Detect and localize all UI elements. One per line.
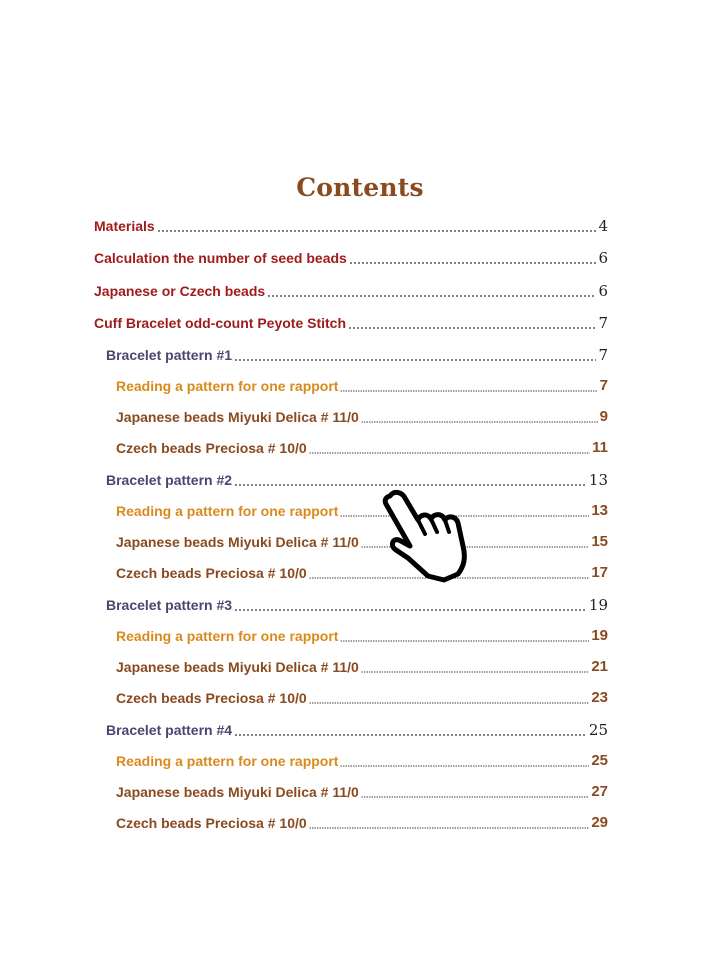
dot-leader [340, 390, 597, 392]
toc-label: Reading a pattern for one rapport [116, 378, 339, 394]
dot-leader [361, 671, 590, 673]
toc-page-number: 25 [591, 752, 608, 769]
dot-leader [234, 609, 587, 611]
toc-entry-bracelet-pattern-1[interactable] [106, 340, 608, 364]
toc-label: Materials [94, 218, 155, 234]
toc-entry-czech-beads-1[interactable] [116, 433, 608, 457]
toc-entry-calculation[interactable] [94, 243, 608, 267]
toc-entry-japanese-or-czech[interactable] [94, 276, 608, 300]
toc-label: Calculation the number of seed beads [94, 250, 347, 266]
toc-entry-japanese-beads-3[interactable] [116, 652, 608, 676]
toc-entry-bracelet-pattern-2[interactable] [106, 465, 608, 489]
dot-leader [349, 262, 597, 264]
toc-label: Czech beads Preciosa # 10/0 [116, 815, 307, 831]
pointing-hand-icon [378, 488, 470, 584]
toc-page-number: 7 [598, 346, 608, 364]
toc-label: Bracelet pattern #3 [106, 597, 233, 613]
toc-entry-japanese-beads-1[interactable] [116, 402, 608, 426]
toc-entry-reading-pattern-4[interactable] [116, 746, 608, 770]
toc-label: Czech beads Preciosa # 10/0 [116, 440, 307, 456]
toc-entry-bracelet-pattern-3[interactable] [106, 590, 608, 614]
toc-page-number: 13 [588, 471, 608, 489]
toc-label: Reading a pattern for one rapport [116, 503, 339, 519]
toc-page-number: 29 [591, 814, 608, 831]
toc-page-number: 27 [591, 783, 608, 800]
dot-leader [340, 765, 589, 767]
page-title: Contents [296, 173, 424, 202]
toc-page-number: 9 [599, 408, 608, 425]
toc-entry-japanese-beads-2[interactable] [116, 527, 608, 551]
toc-label: Japanese beads Miyuki Delica # 11/0 [116, 784, 359, 800]
dot-leader [361, 796, 590, 798]
toc-page-number: 6 [598, 282, 608, 300]
dot-leader [267, 295, 596, 297]
toc-page-number: 19 [591, 627, 608, 644]
toc-label: Czech beads Preciosa # 10/0 [116, 565, 307, 581]
toc-label: Bracelet pattern #1 [106, 347, 233, 363]
dot-leader [361, 421, 598, 423]
toc-entry-czech-beads-2[interactable] [116, 558, 608, 582]
dot-leader [309, 452, 590, 454]
toc-label: Czech beads Preciosa # 10/0 [116, 690, 307, 706]
toc-page-number: 19 [588, 596, 608, 614]
dot-leader [309, 827, 590, 829]
toc-page-number: 25 [588, 721, 608, 739]
toc-label: Japanese beads Miyuki Delica # 11/0 [116, 409, 359, 425]
dot-leader [234, 359, 596, 361]
toc-page-number: 15 [591, 533, 608, 550]
toc-label: Reading a pattern for one rapport [116, 753, 339, 769]
toc-page-number: 7 [599, 377, 608, 394]
toc-page-number: 21 [591, 658, 608, 675]
toc-page-number: 11 [592, 439, 608, 456]
dot-leader [234, 484, 587, 486]
toc-page-number: 7 [598, 314, 608, 332]
toc-entry-czech-beads-4[interactable] [116, 808, 608, 832]
toc-label: Cuff Bracelet odd-count Peyote Stitch [94, 315, 347, 331]
toc-label: Japanese or Czech beads [94, 283, 266, 299]
dot-leader [348, 327, 596, 329]
toc-entry-reading-pattern-3[interactable] [116, 621, 608, 645]
toc-label: Bracelet pattern #4 [106, 722, 233, 738]
toc-entry-japanese-beads-4[interactable] [116, 777, 608, 801]
toc-entry-czech-beads-3[interactable] [116, 683, 608, 707]
dot-leader [234, 734, 587, 736]
toc-page-number: 6 [598, 249, 608, 267]
toc-page-number: 13 [591, 502, 608, 519]
toc-label: Reading a pattern for one rapport [116, 628, 339, 644]
dot-leader [340, 640, 589, 642]
toc-page-number: 4 [598, 217, 608, 235]
toc-label: Japanese beads Miyuki Delica # 11/0 [116, 534, 359, 550]
toc-entry-bracelet-pattern-4[interactable] [106, 715, 608, 739]
toc-entry-reading-pattern-2[interactable] [116, 496, 608, 520]
dot-leader [309, 702, 590, 704]
toc-page-number: 23 [591, 689, 608, 706]
toc-entry-reading-pattern-1[interactable] [116, 371, 608, 395]
toc-label: Bracelet pattern #2 [106, 472, 233, 488]
toc-label: Japanese beads Miyuki Delica # 11/0 [116, 659, 359, 675]
toc-page-number: 17 [591, 564, 608, 581]
toc-entry-materials[interactable] [94, 211, 608, 235]
toc-entry-cuff-bracelet[interactable] [94, 308, 608, 332]
dot-leader [157, 230, 597, 232]
